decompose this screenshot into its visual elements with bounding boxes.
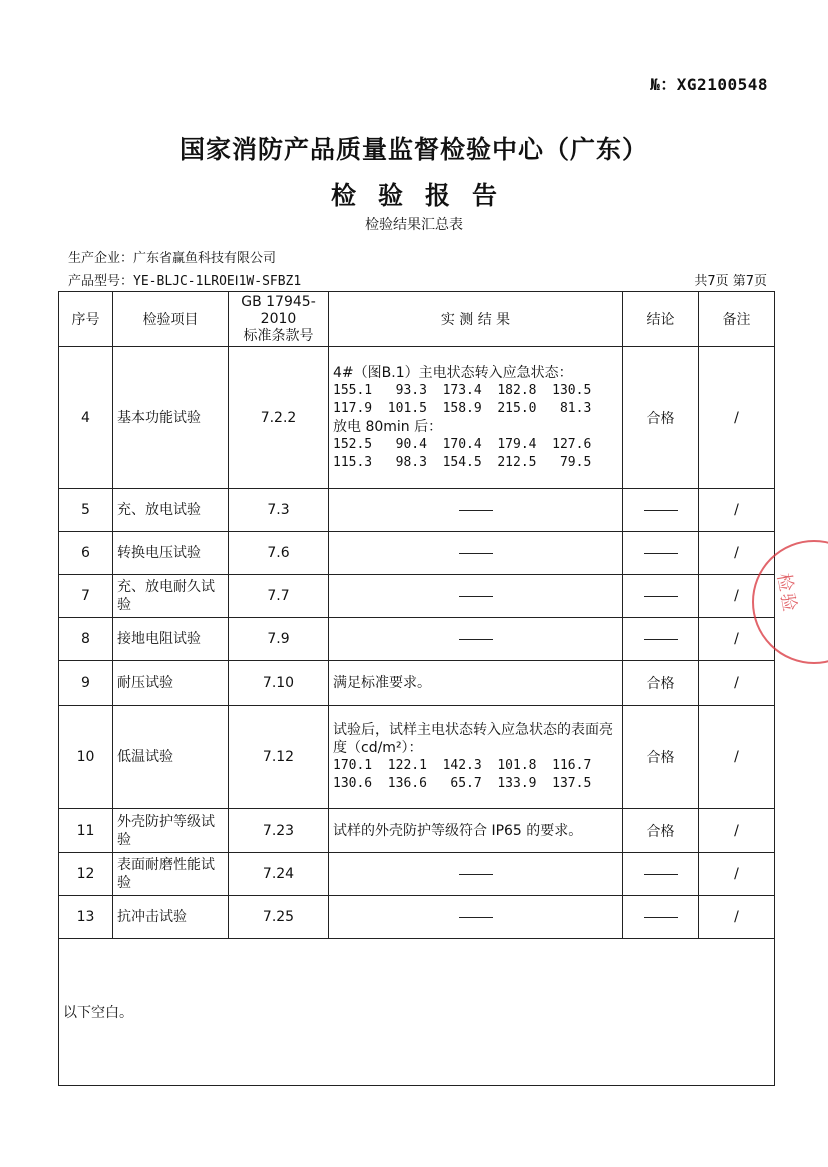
row-item: 接地电阻试验	[113, 618, 229, 661]
manufacturer-line	[68, 247, 276, 266]
dash-mark	[459, 639, 493, 640]
row-conclusion-empty	[623, 489, 699, 532]
row-item: 转换电压试验	[113, 532, 229, 575]
header-seq: 序号	[59, 292, 113, 347]
row-remark: /	[699, 896, 775, 939]
dash-mark	[459, 553, 493, 554]
row-item: 外壳防护等级试验	[113, 809, 229, 853]
header-conclusion: 结论	[623, 292, 699, 347]
row-clause: 7.10	[229, 661, 329, 706]
row-seq: 10	[59, 706, 113, 809]
row-remark: /	[699, 661, 775, 706]
organization-name: 国家消防产品质量监督检验中心（广东）	[179, 135, 648, 164]
row-seq: 9	[59, 661, 113, 706]
header-item: 检验项目	[113, 292, 229, 347]
row-conclusion: 合格	[623, 809, 699, 853]
row-remark: /	[699, 618, 775, 661]
table-row	[59, 532, 775, 575]
row-conclusion-empty	[623, 575, 699, 618]
row-seq: 6	[59, 532, 113, 575]
table-row	[59, 706, 775, 809]
row-result-empty	[329, 575, 623, 618]
row-seq: 7	[59, 575, 113, 618]
row-item: 充、放电耐久试验	[113, 575, 229, 618]
row-conclusion-empty	[623, 618, 699, 661]
table-row	[59, 853, 775, 896]
dash-mark	[644, 917, 678, 918]
row-result: 满足标准要求。	[329, 661, 623, 706]
row-conclusion-empty	[623, 896, 699, 939]
model-label: 产品型号：	[68, 274, 134, 289]
blank-area-row	[59, 939, 775, 1086]
row-conclusion-empty	[623, 532, 699, 575]
row-item: 基本功能试验	[113, 347, 229, 489]
table-row	[59, 896, 775, 939]
row-clause: 7.6	[229, 532, 329, 575]
row-seq: 8	[59, 618, 113, 661]
header-standard-line2: 标准条款号	[243, 327, 314, 344]
dash-mark	[644, 596, 678, 597]
row-seq: 4	[59, 347, 113, 489]
dash-mark	[459, 510, 493, 511]
row-result	[329, 347, 623, 489]
result-values: 155.1 93.3 173.4 182.8 130.5 117.9 101.5 158.9 215.0 81.3	[333, 382, 592, 416]
row-clause: 7.12	[229, 706, 329, 809]
report-number: №：XG2100548	[650, 75, 768, 94]
page-count: 共7页 第7页	[694, 274, 767, 289]
header-result: 实 测 结 果	[329, 292, 623, 347]
row-seq: 12	[59, 853, 113, 896]
row-seq: 11	[59, 809, 113, 853]
dash-mark	[459, 596, 493, 597]
result-text: 4#（图B.1）主电状态转入应急状态：	[333, 364, 573, 381]
dash-mark	[644, 874, 678, 875]
header-standard	[229, 292, 329, 347]
model-line	[68, 270, 301, 289]
dash-mark	[644, 639, 678, 640]
header-remark: 备注	[699, 292, 775, 347]
dash-mark	[644, 553, 678, 554]
row-remark: /	[699, 853, 775, 896]
row-clause: 7.7	[229, 575, 329, 618]
seal-text: 检验	[772, 571, 801, 615]
row-conclusion: 合格	[623, 706, 699, 809]
table-row	[59, 575, 775, 618]
table-row	[59, 347, 775, 489]
result-values: 170.1 122.1 142.3 101.8 116.7 130.6 136.6 65.7 133.9 137.5	[333, 758, 592, 791]
report-title: 检验报告	[330, 181, 519, 210]
manufacturer-value: 广东省赢鱼科技有限公司	[133, 251, 277, 266]
row-remark: /	[699, 575, 775, 618]
footer-note: 以下空白。	[59, 939, 775, 1086]
row-conclusion: 合格	[623, 347, 699, 489]
row-item: 抗冲击试验	[113, 896, 229, 939]
row-clause: 7.9	[229, 618, 329, 661]
result-values: 152.5 90.4 170.4 179.4 127.6 115.3 98.3 154.5 212.5 79.5	[333, 436, 592, 470]
table-row	[59, 618, 775, 661]
row-remark: /	[699, 706, 775, 809]
row-remark: /	[699, 809, 775, 853]
manufacturer-label: 生产企业：	[68, 251, 134, 266]
row-clause: 7.25	[229, 896, 329, 939]
row-clause: 7.2.2	[229, 347, 329, 489]
row-result-empty	[329, 896, 623, 939]
row-result-empty	[329, 853, 623, 896]
table-row	[59, 809, 775, 853]
row-conclusion: 合格	[623, 661, 699, 706]
dash-mark	[459, 917, 493, 918]
row-clause: 7.23	[229, 809, 329, 853]
row-result-empty	[329, 489, 623, 532]
row-remark: /	[699, 347, 775, 489]
table-row	[59, 489, 775, 532]
row-item: 耐压试验	[113, 661, 229, 706]
row-result	[329, 706, 623, 809]
row-remark: /	[699, 532, 775, 575]
row-result: 试样的外壳防护等级符合 IP65 的要求。	[329, 809, 623, 853]
row-seq: 5	[59, 489, 113, 532]
dash-mark	[644, 510, 678, 511]
row-result-empty	[329, 532, 623, 575]
row-seq: 13	[59, 896, 113, 939]
row-clause: 7.24	[229, 853, 329, 896]
result-text: 放电 80min 后：	[333, 418, 443, 435]
row-result-empty	[329, 618, 623, 661]
result-text: 试验后，试样主电状态转入应急状态的表面亮度（cd/m²）：	[333, 722, 613, 756]
row-item: 充、放电试验	[113, 489, 229, 532]
dash-mark	[459, 874, 493, 875]
model-value: YE-BLJC-1LROEⅠ1W-SFBZ1	[133, 274, 302, 289]
row-item: 低温试验	[113, 706, 229, 809]
row-item: 表面耐磨性能试验	[113, 853, 229, 896]
row-conclusion-empty	[623, 853, 699, 896]
results-table	[58, 291, 775, 1086]
header-standard-line1: GB 17945-2010	[241, 293, 316, 327]
report-subtitle: 检验结果汇总表	[365, 217, 463, 233]
table-row	[59, 661, 775, 706]
row-remark: /	[699, 489, 775, 532]
table-header-row	[59, 292, 775, 347]
row-clause: 7.3	[229, 489, 329, 532]
